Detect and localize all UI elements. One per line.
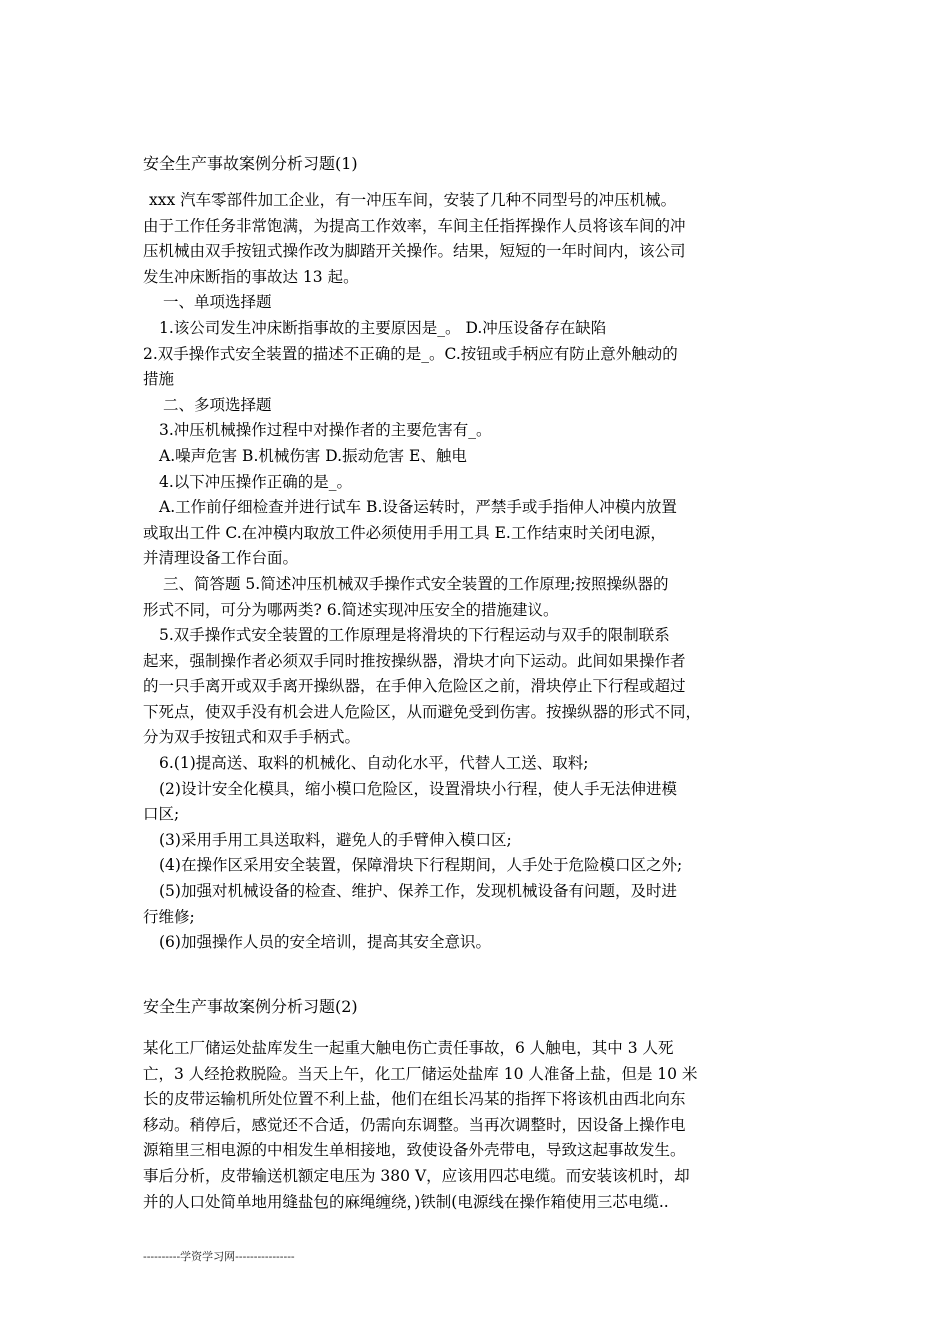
page-footer: ----------学资学习网---------------- xyxy=(143,1250,295,1263)
section-heading-multiple-choice: 二、多项选择题 xyxy=(163,395,272,414)
answer-line: 起来，强制操作者必须双手同时推按操纵器，滑块才向下运动。此间如果操作者 xyxy=(143,651,686,670)
question-line: 形式不同，可分为哪两类? 6.简述实现冲压安全的措施建议。 xyxy=(143,600,559,619)
section-2-body xyxy=(143,1036,813,1215)
paragraph-line: 源箱里三相电源的中相发生单相接地，致使设备外壳带电，导致这起事故发生。 xyxy=(143,1141,686,1160)
answer-options-line: 并清理设备工作台面。 xyxy=(143,549,299,568)
paragraph-line: 亡，3 人经抢救脱险。当天上午，化工厂储运处盐库 10 人准备上盐，但是 10 米 xyxy=(143,1064,698,1083)
section-heading-short-answer: 三、简答题 5.简述冲压机械双手操作式安全装置的工作原理;按照操纵器的 xyxy=(163,574,669,593)
paragraph-line: 压机械由双手按钮式操作改为脚踏开关操作。结果，短短的一年时间内，该公司 xyxy=(143,242,686,261)
answer-options-line: A.工作前仔细检查并进行试车 B.设备运转时，严禁手或手指伸人冲模内放置 xyxy=(159,498,677,517)
answer-line: 口区; xyxy=(143,805,180,824)
answer-line: (4)在操作区采用安全装置，保障滑块下行程期间，人手处于危险模口区之外; xyxy=(159,856,683,875)
answer-line: 的一只手离开或双手离开操纵器，在手伸入危险区之前，滑块停止下行程或超过 xyxy=(143,677,686,696)
answer-line: (5)加强对机械设备的检查、维护、保养工作，发现机械设备有问题，及时进 xyxy=(159,882,677,901)
answer-line: 分为双手按钮式和双手手柄式。 xyxy=(143,728,361,747)
paragraph-line: 事后分析，皮带输送机额定电压为 380 V，应该用四芯电缆。而安装该机时，却 xyxy=(143,1166,690,1185)
question-line: 2.双手操作式安全装置的描述不正确的是_。C.按钮或手柄应有防止意外触动的 xyxy=(143,344,678,363)
section-1-body xyxy=(143,188,813,956)
answer-line: 5.双手操作式安全装置的工作原理是将滑块的下行程运动与双手的限制联系 xyxy=(159,626,670,645)
paragraph-line: 某化工厂储运处盐库发生一起重大触电伤亡责任事故，6 人触电，其中 3 人死 xyxy=(143,1039,674,1057)
paragraph-line: 发生冲床断指的事故达 13 起。 xyxy=(143,267,359,286)
paragraph-line: 移动。稍停后，感觉还不合适，仍需向东调整。当再次调整时，因设备上操作电 xyxy=(143,1115,686,1134)
section-heading-single-choice: 一、单项选择题 xyxy=(163,293,272,312)
answer-line: (6)加强操作人员的安全培训，提高其安全意识。 xyxy=(159,933,491,952)
answer-options-line: 或取出工件 C.在冲模内取放工件必须使用手用工具 E.工作结束时关闭电源， xyxy=(143,523,666,542)
paragraph-line: 由于工作任务非常饱满，为提高工作效率，车间主任指挥操作人员将该车间的冲 xyxy=(143,216,686,235)
answer-line: 6.(1)提高送、取料的机械化、自动化水平，代替人工送、取料; xyxy=(159,754,589,773)
answer-options-line: A.噪声危害 B.机械伤害 D.振动危害 E、触电 xyxy=(159,446,467,465)
section-1-title: 安全生产事故案例分析习题(1) xyxy=(143,154,358,173)
answer-line: (2)设计安全化模具，缩小模口危险区，设置滑块小行程，使人手无法伸进模 xyxy=(159,779,677,798)
paragraph-line: 长的皮带运输机所处位置不利上盐，他们在组长冯某的指挥下将该机由西北向东 xyxy=(143,1090,686,1109)
answer-line: 行维修; xyxy=(143,907,195,926)
paragraph-line: 并的人口处简单地用缝盐包的麻绳缠绕，)铁制(电源线在操作箱使用三芯电缆.. xyxy=(143,1192,669,1211)
question-line: 措施 xyxy=(143,370,175,389)
question-line: 4.以下冲压操作正确的是_。 xyxy=(159,472,353,491)
question-line: 3.冲压机械操作过程中对操作者的主要危害有_。 xyxy=(159,421,492,440)
question-line: 1.该公司发生冲床断指事故的主要原因是_。 D.冲压设备存在缺陷 xyxy=(159,318,607,337)
section-2-title: 安全生产事故案例分析习题(2) xyxy=(143,997,358,1016)
answer-line: (3)采用手用工具送取料，避免人的手臂伸入模口区; xyxy=(159,830,512,849)
answer-line: 下死点，使双手没有机会进人危险区，从而避免受到伤害。按操纵器的形式不同， xyxy=(143,702,702,721)
paragraph-line: xxx 汽车零部件加工企业，有一冲压车间，安装了几种不同型号的冲压机械。 xyxy=(149,191,677,209)
